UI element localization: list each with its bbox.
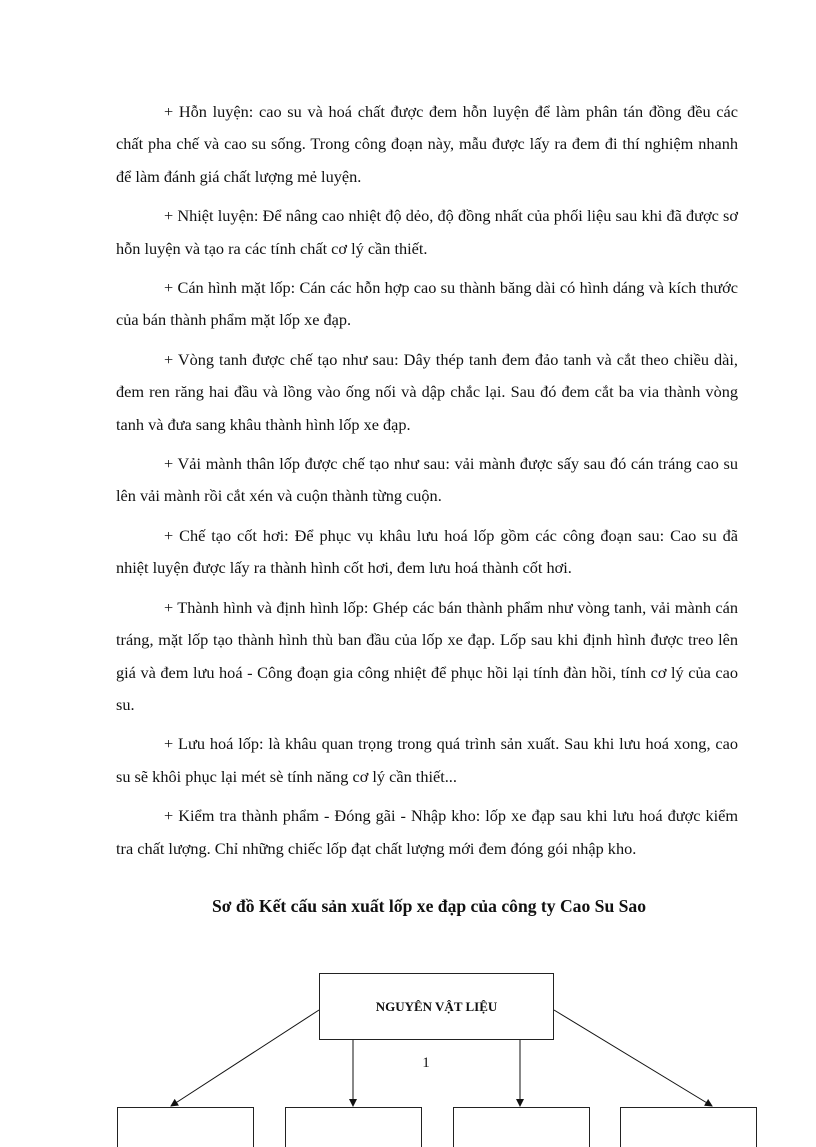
paragraph-luu-hoa: + Lưu hoá lốp: là khâu quan trọng trong quá trình sản xuất. Sau khi lưu hoá xong, cao su sẽ khôi phục lại mét sè tính năng cơ lý cần thiết... <box>116 734 738 786</box>
paragraph-nhiet-luyen: + Nhiệt luyện: Để nâng cao nhiệt độ dẻo, độ đồng nhất của phối liệu sau khi đã được sơ hỗn luyện và tạo ra các tính chất cơ lý cần thiết. <box>116 206 738 258</box>
root-box-label: NGUYÊN VẬT LIỆU <box>375 998 498 1014</box>
production-diagram <box>0 960 816 1123</box>
paragraph-hon-luyen: + Hỗn luyện: cao su và hoá chất được đem hỗn luyện để làm phân tán đồng đều các chất pha chế và cao su sống. Trong công đoạn này, mẫu được lấy ra đem đi thí nghiệm nhanh để làm đánh giá chất lượng mẻ luyện. <box>116 102 738 186</box>
child-box-1 <box>117 1107 254 1147</box>
paragraph-vai-manh: + Vải mành thân lốp được chế tạo như sau: vải mành được sấy sau đó cán tráng cao su lên vải mành rồi cắt xén và cuộn thành từng cuộn. <box>116 454 738 506</box>
page-number: 1 <box>422 1055 430 1071</box>
paragraph-thanh-hinh: + Thành hình và định hình lốp: Ghép các bán thành phẩm như vòng tanh, vải mành cán tráng, mặt lốp tạo thành hình thù ban đầu của lốp xe đạp. Lốp sau khi định hình được treo lên giá và đem lưu hoá - Công đoạn gia công nhiệt để phục hồi lại tính đàn hồi, tính cơ lý của cao su. <box>116 597 738 714</box>
paragraph-kiem-tra: + Kiểm tra thành phẩm - Đóng gãi - Nhập kho: lốp xe đạp sau khi lưu hoá được kiểm tra chất lượng. Chỉ những chiếc lốp đạt chất lượng mới đem đóng gói nhập kho. <box>116 806 738 858</box>
child-box-2 <box>285 1107 422 1147</box>
child-box-3 <box>453 1107 590 1147</box>
connector-arrow-4 <box>554 1010 712 1106</box>
diagram-title: Sơ đồ Kết cấu sản xuất lốp xe đạp của công ty Cao Su Sao <box>212 896 647 916</box>
paragraph-vong-tanh: + Vòng tanh được chế tạo như sau: Dây thép tanh đem đảo tanh và cắt theo chiều dài, đem ren răng hai đầu và lồng vào ống nối và dập chắc lại. Sau đó đem cắt ba via thành vòng tanh và đưa sang khâu thành hình lốp xe đạp. <box>116 349 738 434</box>
connector-arrow-1 <box>171 1010 319 1106</box>
child-box-4 <box>620 1107 757 1147</box>
paragraph-can-hinh-mat-lop: + Cán hình mặt lốp: Cán các hỗn hợp cao su thành băng dài có hình dáng và kích thước của bán thành phẩm mặt lốp xe đạp. <box>116 278 738 330</box>
paragraph-cot-hoi: + Chế tạo cốt hơi: Để phục vụ khâu lưu hoá lốp gồm các công đoạn sau: Cao su đã nhiệt luyện được lấy ra thành hình cốt hơi, đem lưu hoá thành cốt hơi. <box>116 525 738 578</box>
root-box-nguyen-vat-lieu <box>319 973 554 1040</box>
body-text <box>116 96 738 872</box>
